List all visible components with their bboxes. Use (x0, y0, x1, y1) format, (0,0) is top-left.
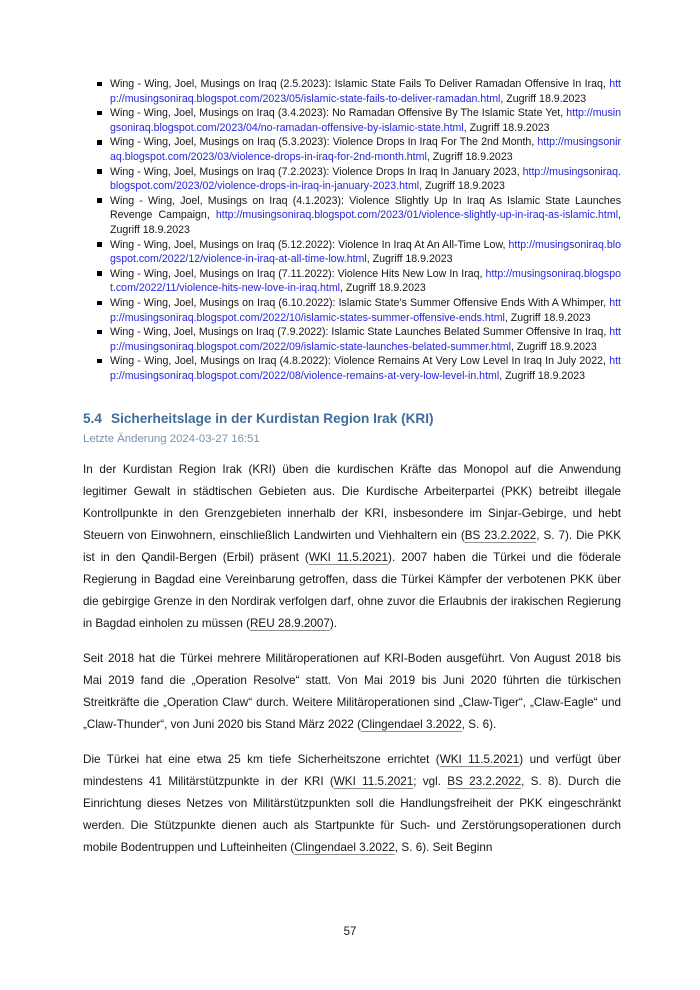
reference-text: Wing - Wing, Joel, Musings on Iraq (2.5.2023): Islamic State Fails To Deliver Ramadan Offensive In Iraq, http://musingsoniraq.blogspot.com/2023/05/islamic-state-fails-to-deliver-ramadan.html, Zugriff 18.9.2023 (110, 78, 621, 105)
reference-item (97, 267, 621, 296)
bullet-square-icon (97, 111, 102, 116)
reference-url-link[interactable]: http://musingsoniraq.blogspot.com/2022/09/islamic-state-launches-belated-summer.html (110, 326, 621, 353)
source-citation-link[interactable]: WKI 11.5.2021 (333, 775, 414, 789)
reference-text: Wing - Wing, Joel, Musings on Iraq (3.4.2023): No Ramadan Offensive By The Islamic State Yet, http://musingsoniraq.blogspot.com/2023/04/no-ramadan-offensive-by-islamic-state.html, Zugriff 18.9.2023 (110, 107, 621, 134)
bullet-square-icon (97, 169, 102, 174)
reference-item (97, 354, 621, 383)
source-citation-link[interactable]: Clingendael 3.2022 (294, 841, 395, 855)
bullet-square-icon (97, 82, 102, 87)
source-citation-link[interactable]: Clingendael 3.2022 (361, 718, 462, 732)
reference-url-link[interactable]: http://musingsoniraq.blogspot.com/2023/04/no-ramadan-offensive-by-islamic-state.html (110, 107, 621, 134)
source-citation-link[interactable]: WKI 11.5.2021 (439, 753, 520, 767)
reference-url-link[interactable]: http://musingsoniraq.blogspot.com/2022/10/islamic-states-summer-offensive-ends.html (110, 296, 621, 324)
reference-item (97, 325, 621, 354)
bullet-square-icon (97, 359, 102, 364)
source-citation-link[interactable]: WKI 11.5.2021 (308, 551, 389, 565)
body-text (83, 459, 621, 859)
bullet-square-icon (97, 198, 102, 203)
reference-text: Wing - Wing, Joel, Musings on Iraq (5.12.2022): Violence In Iraq At An All-Time Low, http://musingsoniraq.blogspot.com/2022/12/violence-in-iraq-at-all-time-low.html, Zugriff 18.9.2023 (110, 238, 621, 266)
reference-url-link[interactable]: http://musingsoniraq.blogspot.com/2022/12/violence-in-iraq-at-all-time-low.html (110, 238, 621, 266)
source-citation-link[interactable]: BS 23.2.2022 (447, 775, 522, 789)
reference-url-link[interactable]: http://musingsoniraq.blogspot.com/2022/11/violence-hits-new-love-in-iraq.html (110, 267, 621, 295)
reference-item (97, 165, 621, 194)
reference-item (97, 77, 621, 106)
source-citation-link[interactable]: BS 23.2.2022 (464, 529, 537, 543)
reference-item (97, 135, 621, 164)
reference-url-link[interactable]: http://musingsoniraq.blogspot.com/2023/02/violence-drops-in-iraq-in-january-2023.html (110, 165, 621, 193)
source-citation-link[interactable]: REU 28.9.2007 (249, 617, 330, 631)
bullet-square-icon (97, 242, 102, 247)
reference-text: Wing - Wing, Joel, Musings on Iraq (7.11.2022): Violence Hits New Low In Iraq, http://musingsoniraq.blogspot.com/2022/11/violence-hits-new-love-in-iraq.html, Zugriff 18.9.2023 (110, 267, 621, 295)
bullet-square-icon (97, 301, 102, 306)
reference-text: Wing - Wing, Joel, Musings on Iraq (7.9.2022): Islamic State Launches Belated Summer Offensive In Iraq, http://musingsoniraq.blogspot.com/2022/09/islamic-state-launches-belated-summer.html, Zugriff 18.9.2023 (110, 326, 621, 353)
reference-item (97, 194, 621, 238)
bullet-square-icon (97, 140, 102, 145)
reference-item (97, 238, 621, 267)
reference-text: Wing - Wing, Joel, Musings on Iraq (6.10.2022): Islamic State’s Summer Offensive Ends With A Whimper, http://musingsoniraq.blogspot.com/2022/10/islamic-states-summer-offensive-ends.html, Zugriff 18.9.2023 (110, 296, 621, 324)
paragraph-kri-monopol: In der Kurdistan Region Irak (KRI) üben die kurdischen Kräfte das Monopol auf die Anwendung legitimer Gewalt in städtischen Gebieten aus. Die Kurdische Arbeiterpartei (PKK) betreibt illegale Kontrollpunkte in den Grenzgebieten innerhalb der KRI, insbesondere im Sinjar-Gebirge, und hebt Steuern von Einwohnern, einschließlich Landwirten und Viehhaltern ein (BS 23.2.2022, S. 7). Die PKK ist in den Qandil-Bergen (Erbil) präsent (WKI 11.5.2021). 2007 haben die Türkei und die föderale Regierung in Bagdad eine Vereinbarung getroffen, dass die Türkei Kämpfer der verbotenen PKK über die gebirgige Grenze in den Nordirak verfolgen darf, ohne zuvor die Erlaubnis der irakischen Regierung in Bagdad einholen zu müssen (REU 28.9.2007). (83, 463, 622, 631)
reference-item (97, 296, 621, 325)
reference-text: Wing - Wing, Joel, Musings on Iraq (4.1.2023): Violence Slightly Up In Iraq As Islamic State Launches Revenge Campaign, http://musingsoniraq.blogspot.com/2023/01/violence-slightly-up-in-iraq-as-islamic.html, Zugriff 18.9.2023 (110, 194, 621, 236)
reference-text: Wing - Wing, Joel, Musings on Iraq (7.2.2023): Violence Drops In Iraq In January 2023, http://musingsoniraq.blogspot.com/2023/02/violence-drops-in-iraq-in-january-2023.html, Zugriff 18.9.2023 (110, 165, 621, 193)
reference-item (97, 106, 621, 135)
page-number: 57 (343, 926, 357, 938)
section-number: 5.4 (83, 411, 102, 427)
reference-url-link[interactable]: http://musingsoniraq.blogspot.com/2023/03/violence-drops-in-iraq-for-2nd-month.html (110, 136, 621, 163)
last-change-timestamp: Letzte Änderung 2024-03-27 16:51 (83, 433, 260, 446)
section-title: Sicherheitslage in der Kurdistan Region Irak (KRI) (111, 411, 434, 427)
paragraph-sicherheitszone: Die Türkei hat eine etwa 25 km tiefe Sicherheitszone errichtet (WKI 11.5.2021) und verfügt über mindestens 41 Militärstützpunkte in der KRI (WKI 11.5.2021; vgl. BS 23.2.2022, S. 8). Durch die Einrichtung dieses Netzes von Militärstützpunkten soll die Handlungsfreiheit der PKK eingeschränkt werden. Die Stützpunkte dienen auch als Startpunkte für Such- und Zerstörungsoperationen durch mobile Bodentruppen und Lufteinheiten (Clingendael 3.2022, S. 6). Seit Beginn (83, 753, 621, 855)
reference-url-link[interactable]: http://musingsoniraq.blogspot.com/2023/05/islamic-state-fails-to-deliver-ramadan.html (110, 78, 621, 105)
section-heading (83, 410, 621, 427)
bullet-square-icon (97, 330, 102, 335)
page-content (83, 77, 621, 859)
bullet-square-icon (97, 271, 102, 276)
references-list (97, 77, 621, 383)
reference-url-link[interactable]: http://musingsoniraq.blogspot.com/2022/08/violence-remains-at-very-low-level-in.html (110, 355, 621, 382)
reference-text: Wing - Wing, Joel, Musings on Iraq (4.8.2022): Violence Remains At Very Low Level In Iraq In July 2022, http://musingsoniraq.blogspot.com/2022/08/violence-remains-at-very-low-level-in.html, Zugriff 18.9.2023 (110, 355, 621, 382)
paragraph-militaeroperationen: Seit 2018 hat die Türkei mehrere Militäroperationen auf KRI-Boden ausgeführt. Von August 2018 bis Mai 2019 fand die „Operation Resolve“ statt. Von Mai 2019 bis Juni 2020 führten die türkischen Streitkräfte die „Operation Claw“ durch. Weitere Militäroperationen sind „Claw-Tiger“, „Claw-Eagle“ und „Claw-Thunder“, von Juni 2020 bis Stand März 2022 (Clingendael 3.2022, S. 6). (83, 652, 621, 732)
reference-text: Wing - Wing, Joel, Musings on Iraq (5.3.2023): Violence Drops In Iraq For The 2nd Month, http://musingsoniraq.blogspot.com/2023/03/violence-drops-in-iraq-for-2nd-month.html, Zugriff 18.9.2023 (110, 136, 621, 163)
reference-url-link[interactable]: http://musingsoniraq.blogspot.com/2023/01/violence-slightly-up-in-iraq-as-islamic.html (215, 209, 619, 222)
